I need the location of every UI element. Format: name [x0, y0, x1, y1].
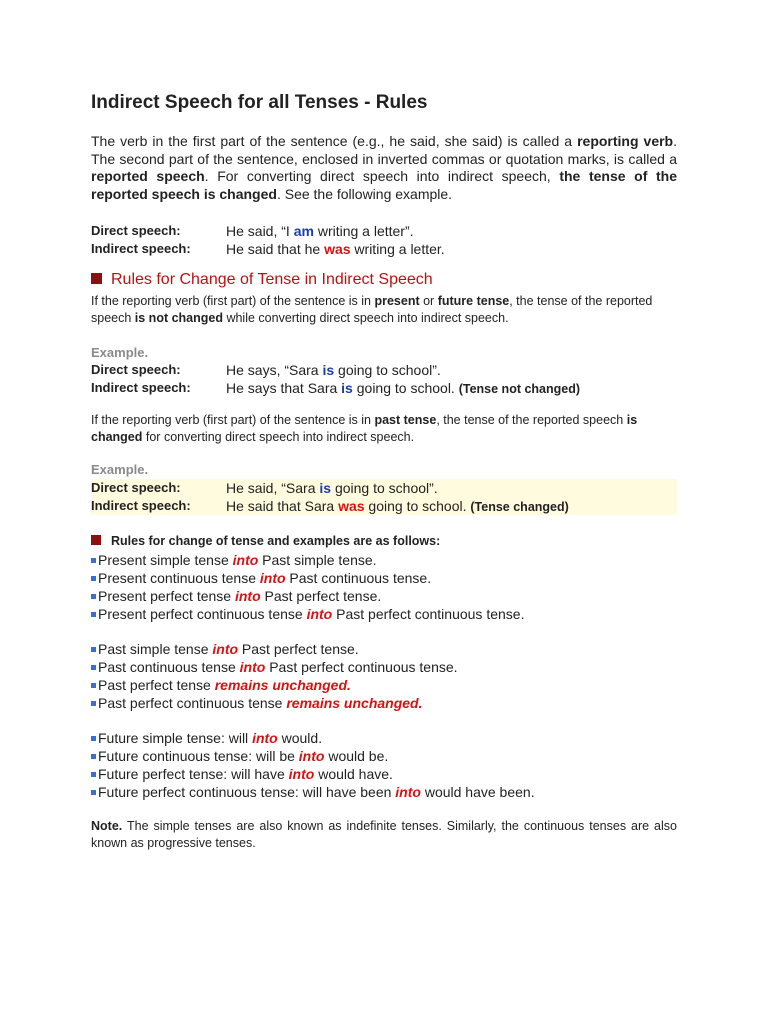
ex1-direct-sentence: He said, “I am writing a letter”. [226, 223, 414, 239]
list-item: Past perfect tense remains unchanged. [91, 676, 351, 694]
bullet-icon [91, 594, 96, 599]
example-label: Example. [91, 345, 149, 360]
bullet-icon [91, 701, 96, 706]
intro-paragraph [91, 133, 677, 203]
bullet-icon [91, 790, 96, 795]
indirect-speech-label: Indirect speech: [91, 498, 191, 513]
list-item: Future continuous tense: will be into would be. [91, 747, 388, 765]
ex3-indirect-row [91, 497, 677, 515]
example-label: Example. [91, 462, 149, 477]
direct-speech-label: Direct speech: [91, 362, 181, 377]
past-rule-paragraph: If the reporting verb (first part) of the sentence is in past tense, the tense of the reported speech is changed for converting direct speech into indirect speech. [91, 413, 638, 444]
direct-speech-label: Direct speech: [91, 480, 181, 495]
indirect-speech-label: Indirect speech: [91, 241, 191, 256]
ex2-indirect-sentence: He says that Sara is going to school. (Tense not changed) [226, 380, 581, 396]
page-title: Indirect Speech for all Tenses - Rules [91, 92, 428, 113]
note-paragraph [91, 818, 677, 851]
list-item: Past perfect continuous tense remains unchanged. [91, 694, 423, 712]
ex2-direct-sentence: He says, “Sara is going to school”. [226, 362, 441, 378]
list-item: Present perfect continuous tense into Past perfect continuous tense. [91, 605, 524, 623]
bullet-icon [91, 736, 96, 741]
ex1-indirect-sentence: He said that he was writing a letter. [226, 241, 445, 257]
list-item: Past simple tense into Past perfect tense. [91, 640, 359, 658]
square-bullet-icon [91, 535, 101, 545]
tense-changed-note: (Tense changed) [470, 500, 569, 514]
list-item: Future perfect tense: will have into would have. [91, 765, 393, 783]
bullet-icon [91, 683, 96, 688]
square-bullet-icon [91, 273, 102, 284]
intro-text-1: The verb in the first part of the sentence (e.g., he said, she said) is called a [91, 133, 578, 149]
list-item: Present simple tense into Past simple tense. [91, 551, 377, 569]
bullet-icon [91, 772, 96, 777]
ex2-indirect-row [91, 379, 677, 397]
rules-list-heading: Rules for change of tense and examples are as follows: [91, 534, 440, 548]
note-text: The simple tenses are also known as indefinite tenses. Similarly, the continuous tenses are also known as progressive tenses. [91, 819, 677, 850]
list-item: Past continuous tense into Past perfect continuous tense. [91, 658, 458, 676]
bullet-icon [91, 647, 96, 652]
bullet-icon [91, 754, 96, 759]
bullet-icon [91, 665, 96, 670]
tense-not-changed-note: (Tense not changed) [458, 382, 581, 396]
list-item: Future simple tense: will into would. [91, 729, 322, 747]
intro-term-reporting-verb: reporting verb [577, 133, 674, 149]
ex3-indirect-sentence: He said that Sara was going to school. (Tense changed) [226, 498, 569, 514]
note-label: Note. [91, 819, 123, 833]
bullet-icon [91, 612, 96, 617]
bullet-icon [91, 576, 96, 581]
present-future-rule-paragraph: If the reporting verb (first part) of the sentence is in present or future tense, the tense of the reported speech is not changed while converting direct speech into indirect speech. [91, 294, 653, 325]
list-item: Future perfect continuous tense: will have been into would have been. [91, 783, 535, 801]
bullet-icon [91, 558, 96, 563]
ex1-indirect-row [91, 240, 677, 258]
list-item: Present continuous tense into Past continuous tense. [91, 569, 431, 587]
section-heading: Rules for Change of Tense in Indirect Speech [91, 271, 433, 289]
direct-speech-label: Direct speech: [91, 223, 181, 238]
ex2-direct-row [91, 361, 677, 379]
list-item: Present perfect tense into Past perfect tense. [91, 587, 381, 605]
ex1-direct-row [91, 222, 677, 240]
ex3-direct-sentence: He said, “Sara is going to school”. [226, 480, 438, 496]
intro-text-4: . See the following example. [276, 185, 453, 202]
indirect-speech-label: Indirect speech: [91, 380, 191, 395]
intro-term-reported-speech: reported speech [91, 168, 205, 184]
intro-text-3: . For converting direct speech into indirect speech, [204, 168, 560, 184]
intro-term-tense-changed: the tense of the reported speech is changed [91, 168, 677, 202]
ex3-direct-row [91, 479, 677, 497]
intro-text-2: . The second part of the sentence, enclosed in inverted commas or quotation marks, is called a [91, 133, 677, 167]
